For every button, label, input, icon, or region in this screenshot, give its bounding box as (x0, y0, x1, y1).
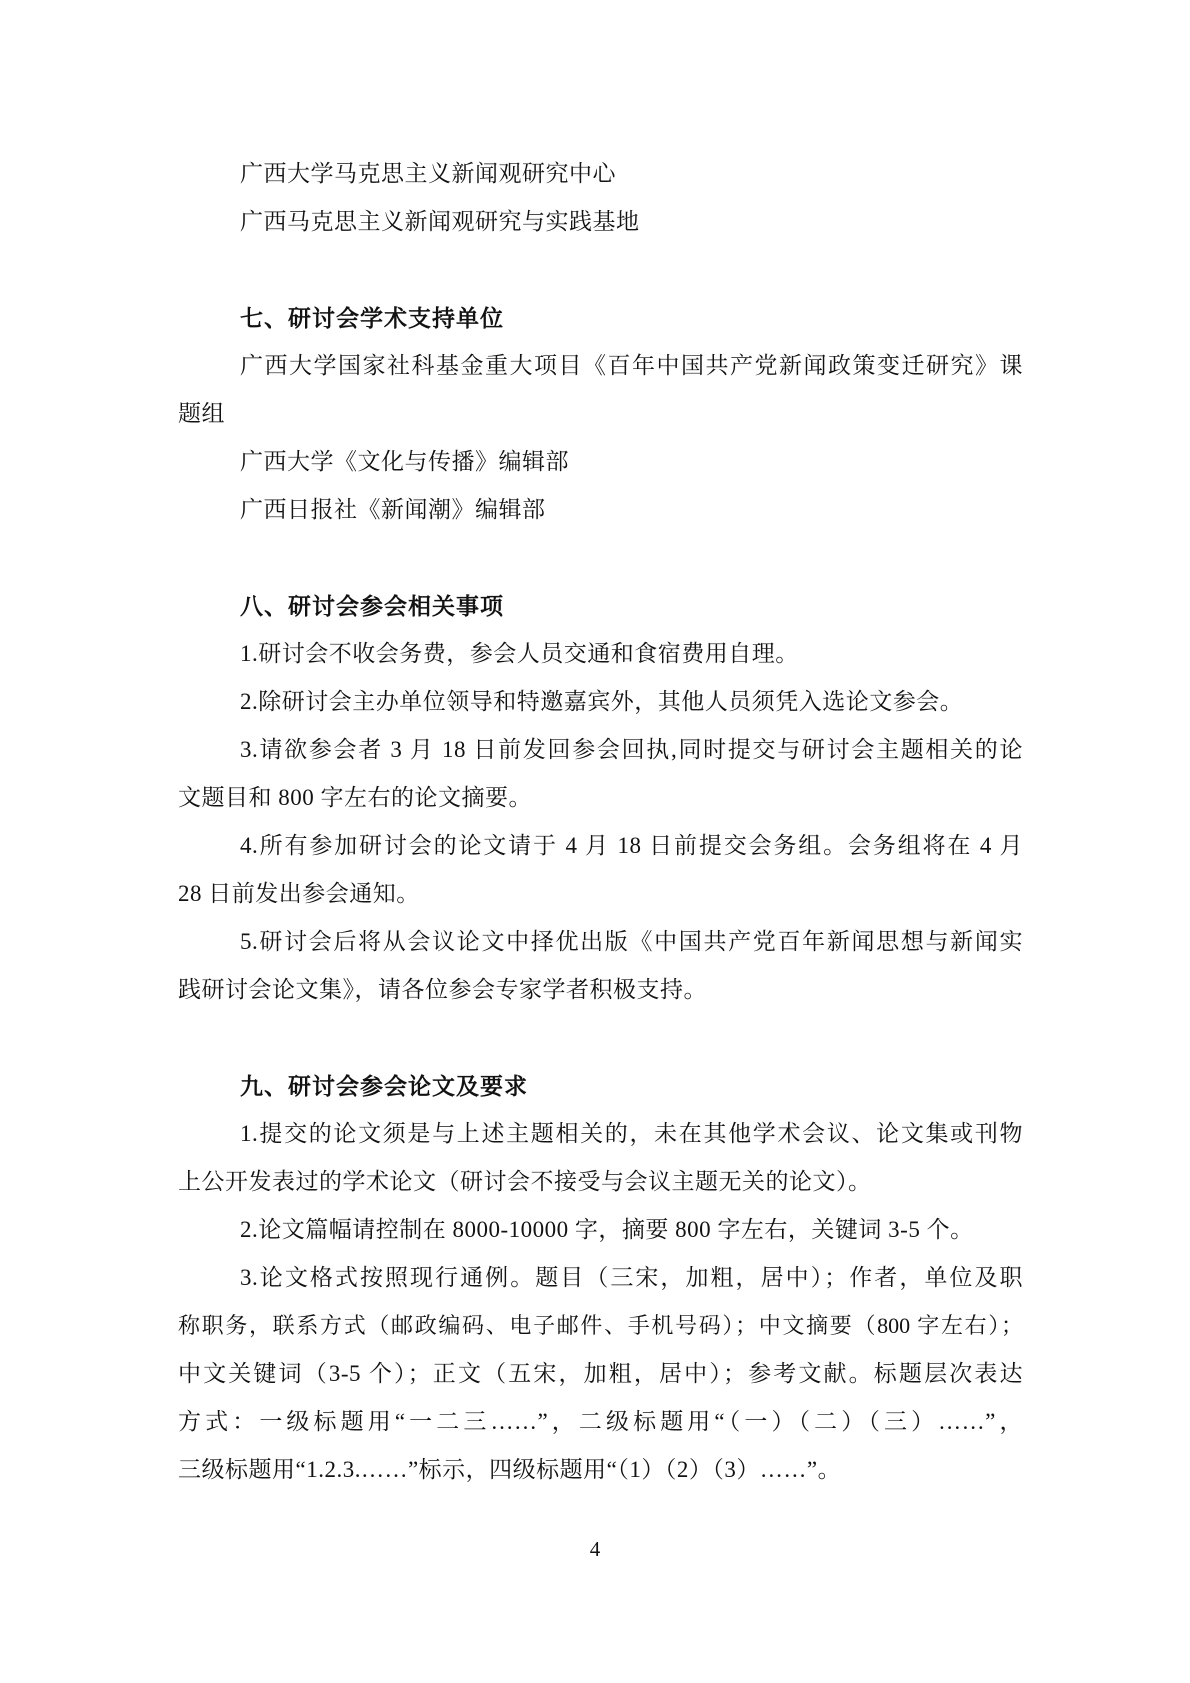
section-8-item-4-line-1: 4.所有参加研讨会的论文请于 4 月 18 日前提交会务组。会务组将在 4 月 (240, 833, 1023, 858)
section-9-heading: 九、研讨会参会论文及要求 (240, 1073, 528, 1099)
section-8-item-5-line-1: 5.研讨会后将从会议论文中择优出版《中国共产党百年新闻思想与新闻实 (240, 929, 1023, 954)
section-8-heading: 八、研讨会参会相关事项 (240, 593, 504, 619)
section-7-item-1-line-2: 题组 (178, 401, 225, 426)
section-9-item-3-line-3: 中文关键词（3-5 个）；正文（五宋，加粗，居中）；参考文献。标题层次表达 (178, 1361, 1023, 1386)
section-9-item-2: 2.论文篇幅请控制在 8000-10000 字，摘要 800 字左右，关键词 3-5 个。 (240, 1217, 974, 1242)
section-8-item-3-line-2: 文题目和 800 字左右的论文摘要。 (178, 785, 532, 810)
section-8-item-3-line-1: 3.请欲参会者 3 月 18 日前发回参会回执,同时提交与研讨会主题相关的论 (240, 737, 1023, 762)
section-7-item-1-line-1: 广西大学国家社科基金重大项目《百年中国共产党新闻政策变迁研究》课 (240, 353, 1023, 378)
section-8-item-4-line-2: 28 日前发出参会通知。 (178, 881, 420, 906)
section-9-item-1-line-2: 上公开发表过的学术论文（研讨会不接受与会议主题无关的论文）。 (178, 1169, 872, 1194)
page-number: 4 (589, 1537, 601, 1561)
section-8-item-5-line-2: 践研讨会论文集》，请各位参会专家学者积极支持。 (178, 977, 707, 1002)
section-7-heading: 七、研讨会学术支持单位 (240, 305, 504, 331)
section-9-item-3-line-2: 称职务，联系方式（邮政编码、电子邮件、手机号码）；中文摘要（800 字左右）； (178, 1313, 1023, 1338)
section-9-item-3-line-4: 方式：一级标题用“一二三……”，二级标题用“（一）（二）（三）……”， (178, 1409, 1023, 1434)
section-9-item-1-line-1: 1.提交的论文须是与上述主题相关的，未在其他学术会议、论文集或刊物 (240, 1121, 1023, 1146)
section-9-item-3-line-1: 3.论文格式按照现行通例。题目（三宋，加粗，居中）；作者，单位及职 (240, 1265, 1023, 1290)
section-8-item-2: 2.除研讨会主办单位领导和特邀嘉宾外，其他人员须凭入选论文参会。 (240, 689, 964, 714)
section-8-item-1: 1.研讨会不收会务费，参会人员交通和食宿费用自理。 (240, 641, 799, 666)
section-9-item-3-line-5: 三级标题用“1.2.3.……”标示，四级标题用“（1）（2）（3）……”。 (178, 1457, 842, 1482)
section-7-item-3: 广西日报社《新闻潮》编辑部 (240, 497, 546, 522)
section-7-item-2: 广西大学《文化与传播》编辑部 (240, 449, 569, 474)
organizer-line-2: 广西马克思主义新闻观研究与实践基地 (240, 209, 640, 234)
organizer-line-1: 广西大学马克思主义新闻观研究中心 (240, 161, 616, 186)
